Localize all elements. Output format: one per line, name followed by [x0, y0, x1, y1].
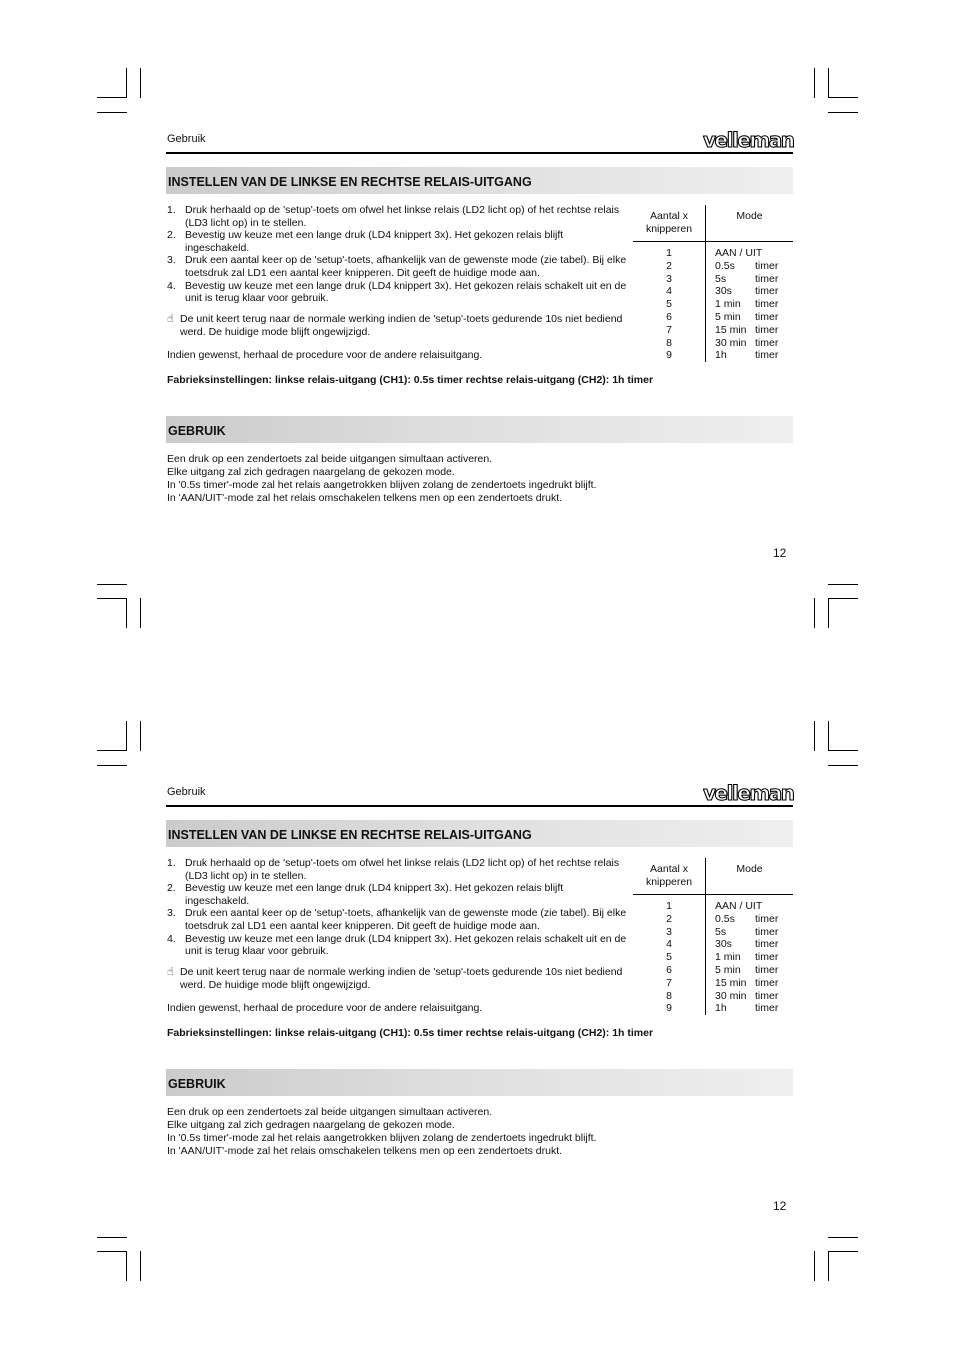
usage-line: In 'AAN/UIT'-mode zal het relais omschakelen telkens men op een zendertoets drukt.: [167, 492, 563, 504]
crop-mark: [126, 68, 127, 98]
mode-value: 1 min: [715, 298, 741, 311]
step-number: 2.: [167, 882, 176, 895]
crop-mark: [828, 1237, 858, 1238]
list-item: [167, 933, 627, 958]
table-row: [633, 900, 793, 913]
svg-text:velleman: velleman: [703, 781, 794, 805]
table-row: [633, 951, 793, 964]
section-heading-bar: [166, 1069, 793, 1096]
usage-line: Elke uitgang zal zich gedragen naargelang de gekozen mode.: [167, 466, 455, 478]
mode-unit: timer: [755, 951, 779, 964]
table-header-count: Aantal x knipperen: [645, 210, 693, 235]
crop-mark: [814, 68, 815, 98]
blink-count: 1: [666, 247, 672, 259]
list-item: [167, 280, 627, 305]
mode-unit: timer: [755, 976, 779, 989]
list-item: [167, 882, 627, 907]
mode-value: 15 min: [715, 323, 747, 336]
velleman-logo: [703, 128, 795, 152]
table-header-mode: Mode: [736, 863, 763, 875]
mode-unit: timer: [755, 272, 779, 285]
crop-mark: [97, 584, 127, 585]
blink-count: 6: [666, 311, 672, 323]
mode-table: [633, 858, 793, 1020]
section-heading-bar: [166, 167, 793, 194]
manual-page: [0, 653, 954, 1306]
mode-value: 1 min: [715, 951, 741, 964]
pointing-hand-icon: ☝: [167, 966, 174, 978]
note-text: De unit keert terug naar de normale werking indien de 'setup'-toets gedurende 10s niet bediend werd. De huidige mode blijft ongewijzigd.: [180, 313, 623, 338]
list-item: [167, 857, 627, 882]
step-number: 3.: [167, 254, 176, 267]
repeat-instruction: Indien gewenst, herhaal de procedure voor de andere relaisuitgang.: [167, 1002, 483, 1014]
crop-mark: [97, 750, 127, 751]
manual-page: [0, 0, 954, 653]
table-row: [633, 964, 793, 977]
crop-mark: [140, 1251, 141, 1281]
crop-mark: [828, 112, 858, 113]
blink-count: 4: [666, 285, 672, 298]
step-text: Bevestig uw keuze met een lange druk (LD4 knippert 3x). Het gekozen relais schakelt uit en de unit is terug klaar voor gebruik.: [185, 932, 627, 958]
steps-list: [167, 204, 627, 305]
blink-count: 7: [666, 323, 672, 336]
blink-count: 8: [666, 989, 672, 1002]
list-item: [167, 254, 627, 279]
mode-unit: timer: [755, 1002, 779, 1015]
usage-line: In '0.5s timer'-mode zal het relais aangetrokken blijven zolang de zendertoets ingedrukt blijft.: [167, 1132, 597, 1144]
table-row: [633, 247, 793, 260]
crop-mark: [140, 598, 141, 628]
crop-mark: [97, 97, 127, 98]
table-row: [633, 260, 793, 273]
section-heading-bar: [166, 820, 793, 847]
mode-value: 5s: [715, 925, 727, 938]
mode-value: 1h: [715, 1002, 727, 1015]
mode-value: AAN / UIT: [715, 247, 763, 259]
table-row: [633, 298, 793, 311]
table-divider: [633, 241, 793, 242]
mode-value: AAN / UIT: [715, 900, 763, 912]
header-rule: [166, 805, 793, 807]
usage-line: Een druk op een zendertoets zal beide uitgangen simultaan activeren.: [167, 1106, 493, 1118]
mode-value: 5s: [715, 272, 727, 285]
mode-unit: timer: [755, 298, 779, 311]
table-row: [633, 913, 793, 926]
crop-mark: [97, 598, 127, 599]
step-number: 4.: [167, 279, 176, 292]
mode-unit: timer: [755, 285, 779, 298]
blink-count: 8: [666, 336, 672, 349]
mode-value: 30s: [715, 938, 732, 951]
step-number: 1.: [167, 204, 176, 216]
usage-text: [167, 453, 597, 505]
crop-mark: [126, 1251, 127, 1281]
section-title: INSTELLEN VAN DE LINKSE EN RECHTSE RELAIS-UITGANG: [168, 828, 532, 842]
step-number: 2.: [167, 229, 176, 242]
list-item: [167, 907, 627, 932]
step-text: Bevestig uw keuze met een lange druk (LD4 knippert 3x). Het gekozen relais blijft ingeschakeld.: [185, 229, 564, 254]
blink-count: 3: [666, 272, 672, 285]
table-row: [633, 337, 793, 350]
pointing-hand-icon: ☝: [167, 313, 174, 325]
mode-table: [633, 205, 793, 367]
factory-settings: Fabrieksinstellingen: linkse relais-uitgang (CH1): 0.5s timer rechtse relais-uitgang (CH2): 1h timer: [167, 374, 654, 386]
header-rule: [166, 152, 793, 154]
mode-value: 0.5s: [715, 259, 735, 272]
blink-count: 3: [666, 925, 672, 938]
table-row: [633, 990, 793, 1003]
section-title: GEBRUIK: [168, 424, 226, 438]
table-row: [633, 285, 793, 298]
crop-mark: [828, 598, 858, 599]
mode-unit: timer: [755, 938, 779, 951]
step-text: Druk herhaald op de 'setup'-toets om ofwel het linkse relais (LD2 licht op) of het rechtse relais (LD3 licht op) in te stellen.: [185, 204, 620, 229]
mode-unit: timer: [755, 912, 779, 925]
list-item: [167, 229, 627, 254]
mode-unit: timer: [755, 989, 779, 1002]
crop-mark: [140, 68, 141, 98]
crop-mark: [814, 1251, 815, 1281]
mode-unit: timer: [755, 925, 779, 938]
mode-unit: timer: [755, 323, 779, 336]
crop-mark: [828, 750, 858, 751]
factory-settings: Fabrieksinstellingen: linkse relais-uitgang (CH1): 0.5s timer rechtse relais-uitgang (CH2): 1h timer: [167, 1027, 654, 1039]
mode-unit: timer: [755, 349, 779, 362]
blink-count: 5: [666, 951, 672, 964]
step-number: 3.: [167, 907, 176, 920]
note-text: De unit keert terug naar de normale werking indien de 'setup'-toets gedurende 10s niet bediend werd. De huidige mode blijft ongewijzigd.: [180, 966, 623, 991]
page-number: 12: [773, 1199, 787, 1213]
crop-mark: [828, 584, 858, 585]
table-row: [633, 1002, 793, 1015]
table-row: [633, 349, 793, 362]
table-row: [633, 938, 793, 951]
table-header-mode: Mode: [736, 210, 763, 222]
note: [167, 966, 627, 992]
mode-value: 5 min: [715, 311, 741, 323]
crop-mark: [814, 721, 815, 751]
blink-count: 1: [666, 900, 672, 912]
table-divider: [633, 894, 793, 895]
crop-mark: [97, 765, 127, 766]
crop-mark: [140, 721, 141, 751]
crop-mark: [828, 721, 829, 751]
crop-mark: [828, 1251, 858, 1252]
step-text: Druk herhaald op de 'setup'-toets om ofwel het linkse relais (LD2 licht op) of het rechtse relais (LD3 licht op) in te stellen.: [185, 857, 620, 882]
usage-line: Een druk op een zendertoets zal beide uitgangen simultaan activeren.: [167, 453, 493, 465]
blink-count: 2: [666, 912, 672, 925]
table-row: [633, 273, 793, 286]
crop-mark: [814, 598, 815, 628]
crop-mark: [828, 598, 829, 628]
mode-value: 15 min: [715, 976, 747, 989]
note: [167, 313, 627, 339]
crop-mark: [828, 68, 829, 98]
step-text: Druk een aantal keer op de 'setup'-toets, afhankelijk van de gewenste mode (zie tabel). Bij elke toetsdruk zal LD1 een aantal keer knipperen. Dit geeft de huidige mode aan.: [185, 254, 627, 279]
crop-mark: [828, 765, 858, 766]
svg-text:velleman: velleman: [703, 128, 794, 152]
blink-count: 6: [666, 964, 672, 976]
usage-text: [167, 1106, 597, 1158]
header-section-label: Gebruik: [167, 133, 206, 145]
crop-mark: [97, 1237, 127, 1238]
table-row: [633, 324, 793, 337]
repeat-instruction: Indien gewenst, herhaal de procedure voor de andere relaisuitgang.: [167, 349, 483, 361]
mode-unit: timer: [755, 311, 779, 323]
step-number: 4.: [167, 932, 176, 945]
usage-line: In '0.5s timer'-mode zal het relais aangetrokken blijven zolang de zendertoets ingedrukt blijft.: [167, 479, 597, 491]
mode-unit: timer: [755, 336, 779, 349]
blink-count: 2: [666, 259, 672, 272]
crop-mark: [828, 97, 858, 98]
section-heading-bar: [166, 416, 793, 443]
mode-value: 30 min: [715, 989, 747, 1002]
table-row: [633, 926, 793, 939]
blink-count: 9: [666, 1002, 672, 1015]
table-header-count: Aantal x knipperen: [645, 863, 693, 888]
mode-value: 0.5s: [715, 912, 735, 925]
mode-value: 30 min: [715, 336, 747, 349]
step-number: 1.: [167, 857, 176, 869]
blink-count: 7: [666, 976, 672, 989]
crop-mark: [828, 1251, 829, 1281]
step-text: Druk een aantal keer op de 'setup'-toets, afhankelijk van de gewenste mode (zie tabel). Bij elke toetsdruk zal LD1 een aantal keer knipperen. Dit geeft de huidige mode aan.: [185, 907, 627, 932]
velleman-logo: [703, 781, 795, 805]
list-item: [167, 204, 627, 229]
header-section-label: Gebruik: [167, 786, 206, 798]
section-title: INSTELLEN VAN DE LINKSE EN RECHTSE RELAIS-UITGANG: [168, 175, 532, 189]
mode-value: 30s: [715, 285, 732, 298]
step-text: Bevestig uw keuze met een lange druk (LD4 knippert 3x). Het gekozen relais blijft ingeschakeld.: [185, 882, 564, 907]
table-row: [633, 311, 793, 324]
crop-mark: [126, 721, 127, 751]
section-title: GEBRUIK: [168, 1077, 226, 1091]
crop-mark: [97, 1251, 127, 1252]
steps-list: [167, 857, 627, 958]
blink-count: 9: [666, 349, 672, 362]
mode-unit: timer: [755, 964, 779, 976]
mode-unit: timer: [755, 259, 779, 272]
usage-line: Elke uitgang zal zich gedragen naargelang de gekozen mode.: [167, 1119, 455, 1131]
page-number: 12: [773, 546, 787, 560]
crop-mark: [126, 598, 127, 628]
usage-line: In 'AAN/UIT'-mode zal het relais omschakelen telkens men op een zendertoets drukt.: [167, 1145, 563, 1157]
crop-mark: [97, 112, 127, 113]
blink-count: 4: [666, 938, 672, 951]
table-row: [633, 977, 793, 990]
step-text: Bevestig uw keuze met een lange druk (LD4 knippert 3x). Het gekozen relais schakelt uit en de unit is terug klaar voor gebruik.: [185, 279, 627, 305]
mode-value: 1h: [715, 349, 727, 362]
blink-count: 5: [666, 298, 672, 311]
mode-value: 5 min: [715, 964, 741, 976]
